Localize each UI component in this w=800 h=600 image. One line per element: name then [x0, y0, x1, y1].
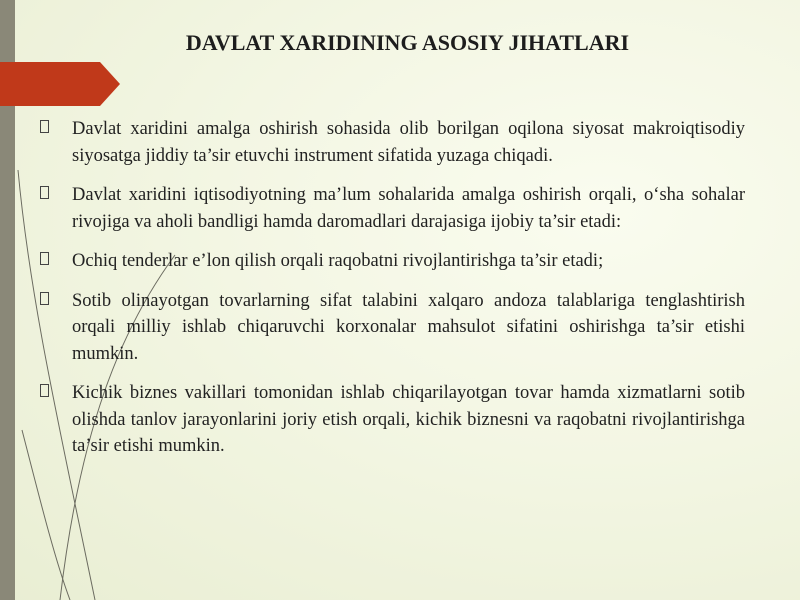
slide-title: DAVLAT XARIDINING ASOSIY JIHATLARI	[185, 30, 630, 55]
bullet-item	[40, 248, 745, 275]
bullet-marker-icon	[40, 292, 49, 305]
accent-tab	[0, 62, 120, 106]
bullet-text: Kichik biznes vakillari tomonidan ishlab chiqarilayotgan tovar hamda xizmatlarni sotib olishda tanlov jarayonlarini joriy etish orqali, kichik biznesni va raqobatni rivojlantirishga ta’sir etishi mumkin.	[72, 383, 745, 456]
bullet-item	[40, 182, 745, 235]
bullet-marker-icon	[40, 120, 49, 133]
bullet-marker-icon	[40, 384, 49, 397]
bullet-item	[40, 116, 745, 169]
bullet-item	[40, 288, 745, 368]
bullet-text: Sotib olinayotgan tovarlarning sifat talabini xalqaro andoza talablariga tenglashtirish orqali milliy ishlab chiqaruvchi korxonalar mahsulot sifatini oshirishga ta’sir etishi mumkin.	[72, 290, 745, 364]
bullet-list	[40, 116, 745, 473]
bullet-text: Ochiq tenderlar e’lon qilish orqali raqobatni rivojlantirishga ta’sir etadi;	[72, 251, 604, 271]
bullet-item	[40, 380, 745, 460]
bullet-marker-icon	[40, 186, 49, 199]
bullet-marker-icon	[40, 252, 49, 265]
bullet-text: Davlat xaridini iqtisodiyotning ma’lum sohalarida amalga oshirish orqali, o‘sha sohalar rivojiga va aholi bandligi hamda daromadlari darajasiga ijobiy ta’sir etadi:	[72, 185, 745, 232]
bullet-text: Davlat xaridini amalga oshirish sohasida olib borilgan oqilona siyosat makroiqtisodiy siyosatga jiddiy ta’sir etuvchi instrument sifatida yuzaga chiqadi.	[72, 119, 745, 166]
